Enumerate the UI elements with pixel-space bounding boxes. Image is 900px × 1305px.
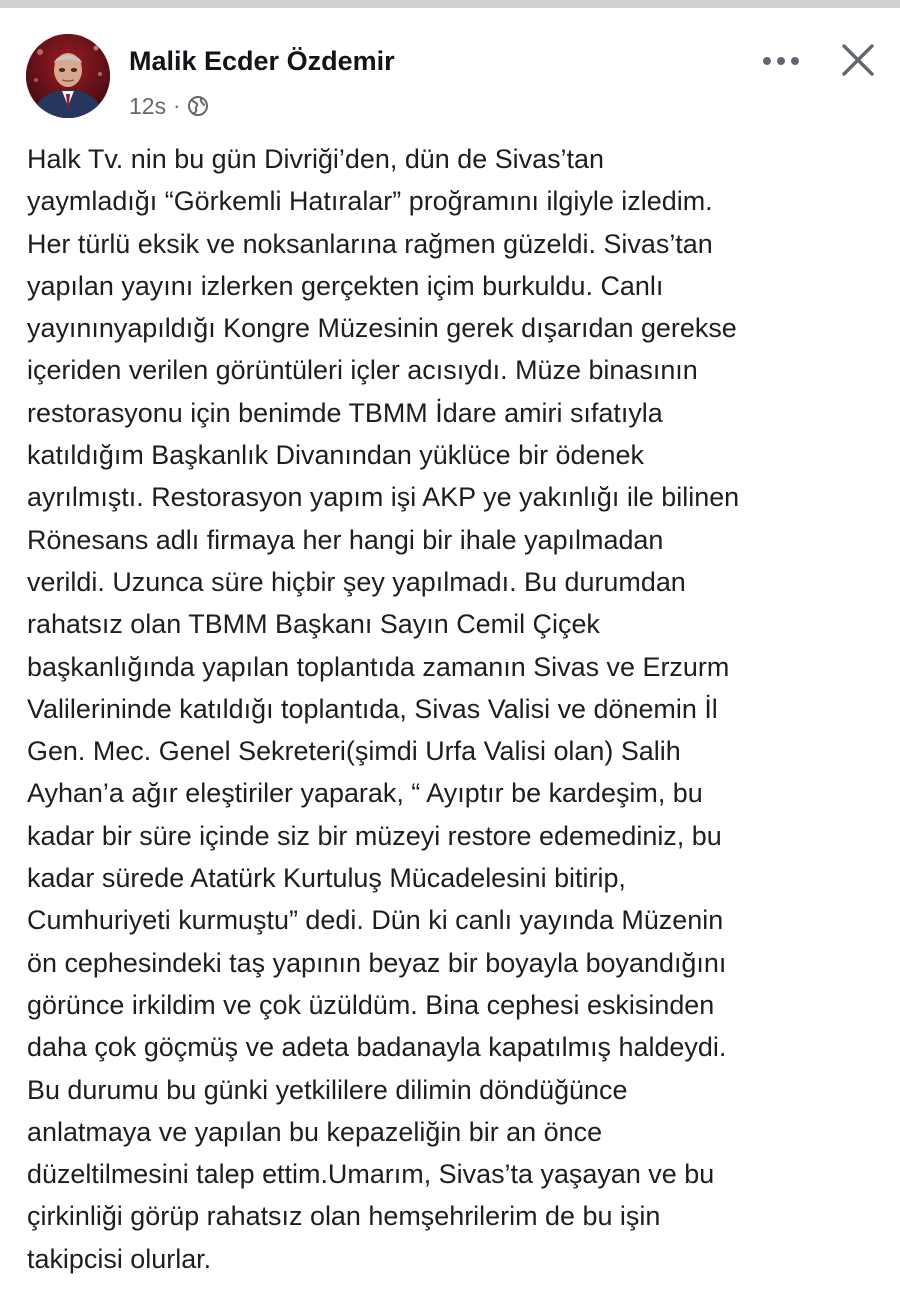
post-text-line: Rönesans adlı firmaya her hangi bir ihale yapılmadan [27, 524, 664, 555]
post-text-line: Halk Tv. nin bu gün Divriği’den, dün de Sivas’tan [27, 144, 604, 174]
post-text-line: Ayhan’a ağır eleştiriler yaparak, “ Ayıptır be kardeşim, bu [27, 778, 703, 809]
post-text-line: ayrılmıştı. Restorasyon yapım işi AKP ye yakınlığı ile bilinen [27, 482, 740, 513]
post-text-line: daha çok göçmüş ve adeta badanayla kapatılmış haldeydi. [27, 1032, 727, 1063]
post-text-line: Cumhuriyeti kurmuştu” dedi. Dün ki canlı yayında Müzenin [27, 905, 724, 936]
post-text-line: ön cephesindeki taş yapının beyaz bir boyayla boyandığını [27, 947, 727, 978]
close-icon [841, 43, 875, 77]
post-header [0, 8, 900, 120]
post-text-line: görünce irkildim ve çok üzüldüm. Bina cephesi eskisinden [27, 989, 715, 1020]
post-text-line: anlatmaya ve yapılan bu kepazeliğin bir an önce [27, 1116, 603, 1147]
post-text-line: verildi. Uzunca süre hiçbir şey yapılmadı. Bu durumdan [27, 566, 686, 597]
post-text-line: Gen. Mec. Genel Sekreteri(şimdi Urfa Valisi olan) Salih [27, 736, 681, 767]
post-text [27, 138, 887, 1280]
post-text-line: çirkinliği görüp rahatsız olan hemşehrilerim de bu işin [27, 1201, 661, 1232]
post-text-line: rahatsız olan TBMM Başkanı Sayın Cemil Çiçek [27, 609, 600, 640]
avatar-photo [26, 34, 110, 118]
avatar[interactable] [26, 34, 110, 118]
close-button[interactable] [836, 38, 880, 82]
top-divider [0, 0, 900, 8]
post-timestamp[interactable]: 12s [129, 92, 167, 119]
post-text-line: yaymladığı “Görkemli Hatıralar” proğramını ilgiyle izledim. [27, 186, 713, 217]
post-text-line: içeriden verilen görüntüleri içler acısıydı. Müze binasının [27, 355, 698, 386]
post-text-line: Her türlü eksik ve noksanlarına rağmen güzeldi. Sivas’tan [27, 228, 713, 259]
post-text-line: takipcisi olurlar. [27, 1243, 212, 1274]
more-horizontal-icon [762, 56, 800, 66]
author-name[interactable]: Malik Ecder Özdemir [129, 46, 395, 76]
more-options-button[interactable] [760, 46, 802, 76]
post-text-line: Valilerininde katıldığı toplantıda, Sivas Valisi ve dönemin İl [27, 693, 718, 724]
post-text-line: düzeltilmesini talep ettim.Umarım, Sivas’ta yaşayan ve bu [27, 1159, 715, 1190]
post-text-line: kadar sürede Atatürk Kurtuluş Mücadelesini bitirip, [27, 863, 626, 894]
post-text-line: başkanlığında yapılan toplantıda zamanın Sivas ve Erzurm [27, 651, 730, 682]
globe-icon [187, 95, 209, 117]
post-text-line: Bu durumu bu günki yetkililere dilimin döndüğünce [27, 1074, 628, 1105]
post-text-line: restorasyonu için benimde TBMM İdare amiri sıfatıyla [27, 397, 663, 428]
post-text-line: yapılan yayını izlerken gerçekten içim burkuldu. Canlı [27, 270, 664, 301]
post-text-line: yayınınyapıldığı Kongre Müzesinin gerek dışarıdan gerekse [27, 313, 737, 344]
meta-separator: · [173, 93, 181, 118]
post-meta [129, 92, 209, 120]
post-text-line: katıldığım Başkanlık Divanından yüklüce bir ödenek [27, 440, 644, 471]
post-text-line: kadar bir süre içinde siz bir müzeyi restore edemediniz, bu [27, 820, 722, 851]
